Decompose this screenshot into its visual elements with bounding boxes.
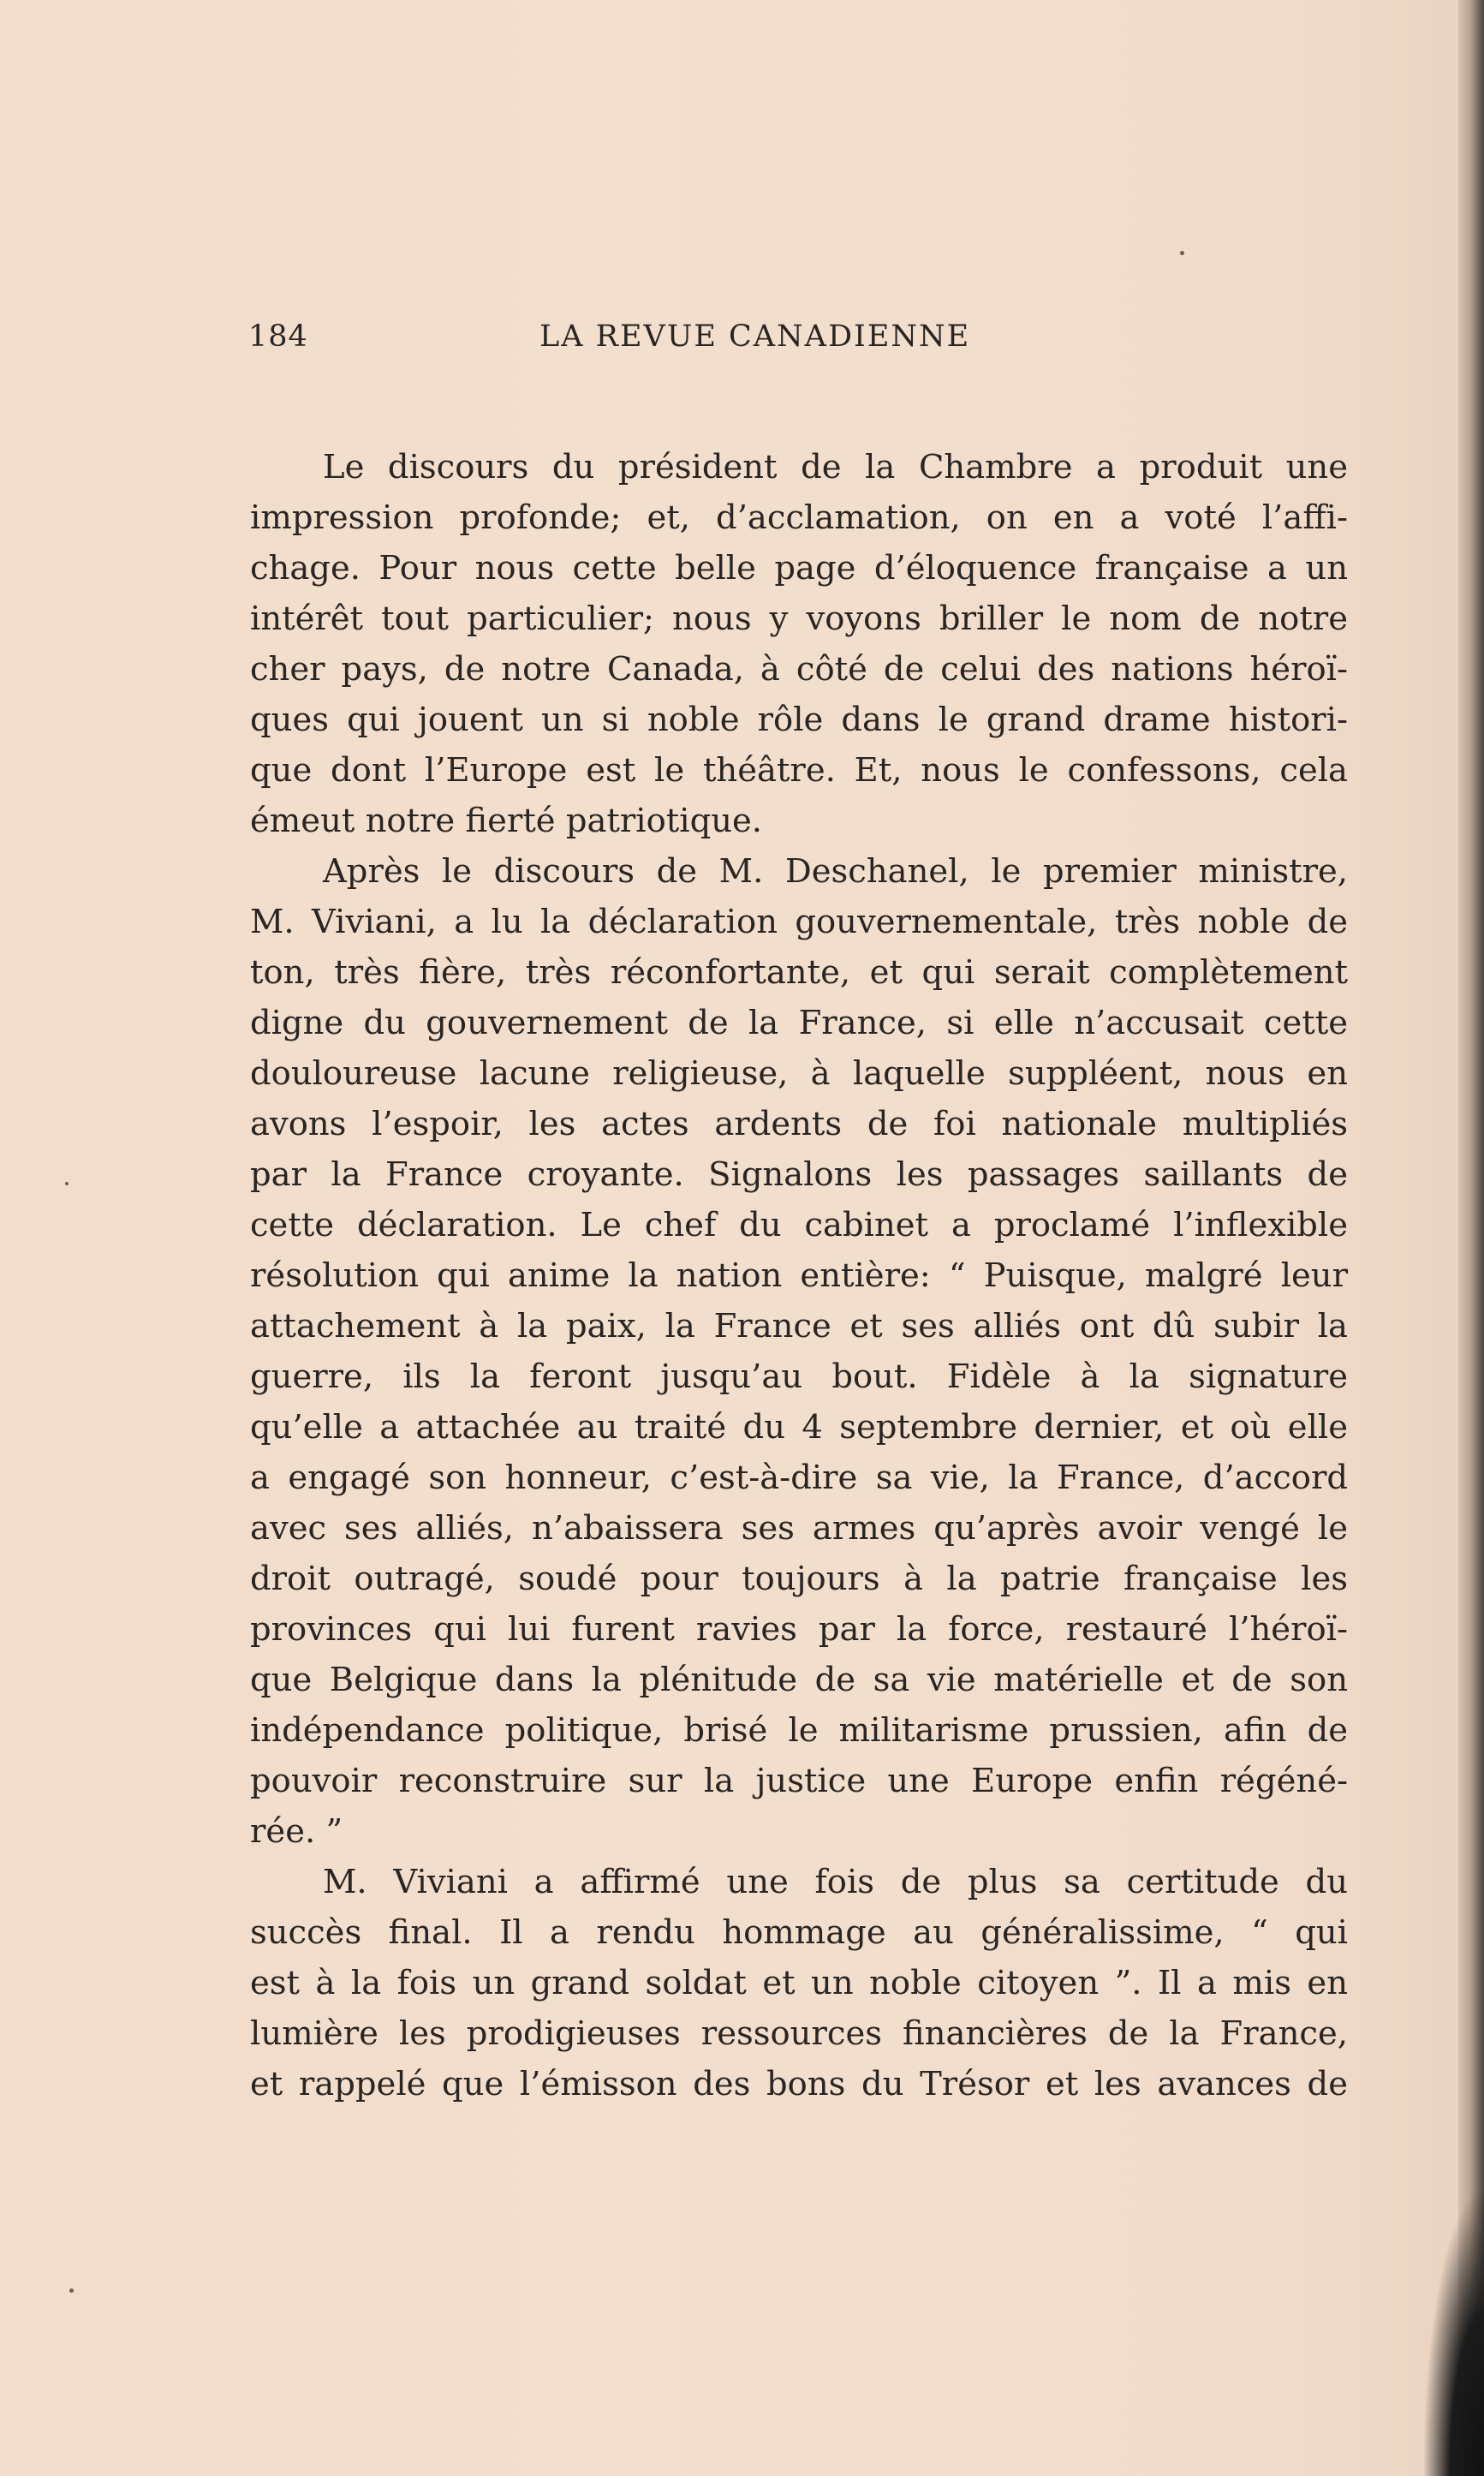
text-line: a engagé son honneur, c’est-à-dire sa vie, la France, d’accord bbox=[250, 1459, 1348, 1497]
text-line: pouvoir reconstruire sur la justice une Europe enfin régéné- bbox=[250, 1762, 1348, 1800]
text-line: par la France croyante. Signalons les passages saillants de bbox=[250, 1155, 1348, 1194]
text-line: est à la fois un grand soldat et un noble citoyen ”. Il a mis en bbox=[250, 1964, 1348, 2002]
text-line: intérêt tout particulier; nous y voyons briller le nom de notre bbox=[250, 600, 1348, 638]
text-line: chage. Pour nous cette belle page d’éloquence française a un bbox=[250, 549, 1348, 588]
text-line: résolution qui anime la nation entière: “ Puisque, malgré leur bbox=[250, 1256, 1348, 1295]
text-line: que dont l’Europe est le théâtre. Et, nous le confessons, cela bbox=[250, 751, 1348, 790]
text-line: douloureuse lacune religieuse, à laquelle suppléent, nous en bbox=[250, 1054, 1348, 1093]
running-head bbox=[248, 319, 1036, 362]
text-line: provinces qui lui furent ravies par la force, restauré l’héroï- bbox=[250, 1610, 1348, 1649]
text-line: guerre, ils la feront jusqu’au bout. Fidèle à la signature bbox=[250, 1357, 1348, 1396]
text-line: avons l’espoir, les actes ardents de foi nationale multipliés bbox=[250, 1105, 1348, 1143]
text-line: attachement à la paix, la France et ses alliés ont dû subir la bbox=[250, 1307, 1348, 1345]
page-number: 184 bbox=[248, 319, 308, 354]
text-line: Le discours du président de la Chambre a produit une bbox=[323, 448, 1348, 486]
text-line: Après le discours de M. Deschanel, le premier ministre, bbox=[323, 852, 1348, 891]
text-line: ton, très fière, très réconfortante, et qui serait complètement bbox=[250, 953, 1348, 992]
text-line: droit outragé, soudé pour toujours à la patrie française les bbox=[250, 1560, 1348, 1598]
text-line: cher pays, de notre Canada, à côté de celui des nations héroï- bbox=[250, 650, 1348, 689]
journal-title: LA REVUE CANADIENNE bbox=[539, 319, 971, 354]
paper-speck bbox=[65, 1182, 69, 1185]
text-line: et rappelé que l’émisson des bons du Trésor et les avances de bbox=[250, 2065, 1348, 2103]
text-line: rée. ” bbox=[250, 1812, 343, 1851]
paper-speck bbox=[69, 2288, 74, 2293]
page-edge-shadow bbox=[1458, 0, 1484, 2476]
body-text bbox=[250, 442, 1348, 2109]
text-line: M. Viviani, a lu la déclaration gouvernementale, très noble de bbox=[250, 903, 1348, 941]
text-line: qu’elle a attachée au traité du 4 septembre dernier, et où elle bbox=[250, 1408, 1348, 1447]
text-line: impression profonde; et, d’acclamation, on en a voté l’affi- bbox=[250, 498, 1348, 537]
text-line: indépendance politique, brisé le militarisme prussien, afin de bbox=[250, 1711, 1348, 1750]
text-line: M. Viviani a affirmé une fois de plus sa certitude du bbox=[323, 1863, 1348, 1901]
page-corner-shadow bbox=[1424, 2193, 1484, 2476]
text-line: ques qui jouent un si noble rôle dans le grand drame histori- bbox=[250, 701, 1348, 739]
paper-speck bbox=[1180, 251, 1184, 255]
text-line: cette déclaration. Le chef du cabinet a proclamé l’inflexible bbox=[250, 1206, 1348, 1244]
text-line: que Belgique dans la plénitude de sa vie matérielle et de son bbox=[250, 1661, 1348, 1699]
text-line: avec ses alliés, n’abaissera ses armes qu’après avoir vengé le bbox=[250, 1509, 1348, 1548]
text-line: émeut notre fierté patriotique. bbox=[250, 802, 763, 840]
text-line: succès final. Il a rendu hommage au généralissime, “ qui bbox=[250, 1913, 1348, 1952]
text-line: lumière les prodigieuses ressources financières de la France, bbox=[250, 2014, 1348, 2053]
text-line: digne du gouvernement de la France, si elle n’accusait cette bbox=[250, 1004, 1348, 1042]
